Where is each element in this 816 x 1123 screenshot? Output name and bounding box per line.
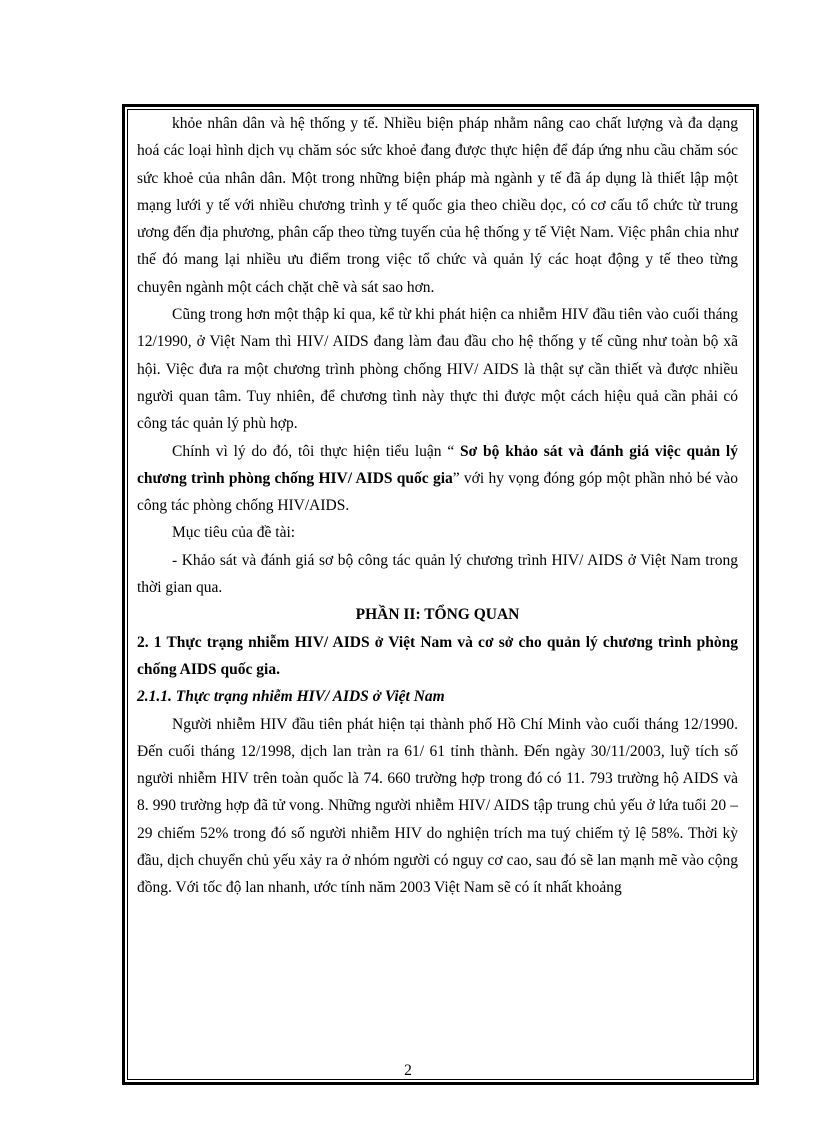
section-heading: 2. 1 Thực trạng nhiễm HIV/ AIDS ở Việt Nam và cơ sở cho quản lý chương trình phòng chống AIDS quốc gia. <box>137 633 738 678</box>
purpose-outro: ” với hy vọng đóng góp một phần nhỏ bé vào công tác phòng chống HIV/AIDS. <box>137 469 738 515</box>
paragraph-hiv-background: Cũng trong hơn một thập kỉ qua, kể từ khi phát hiện ca nhiễm HIV đầu tiên vào cuối tháng 12/1990, ở Việt Nam thì HIV/ AIDS đang làm đau đầu cho hệ thống y tế cũng như toàn bộ xã hội. Việc đưa ra một chương trình phòng chống HIV/ AIDS là thật sự cần thiết và được nhiều người quan tâm. Tuy nhiên, để chương tình này thực thi được một cách hiệu quả cần phải có công tác quản lý phù hợp. <box>137 306 738 433</box>
paragraph-objective-item: - Khảo sát và đánh giá sơ bộ công tác quản lý chương trình HIV/ AIDS ở Việt Nam trong thời gian qua. <box>137 551 738 597</box>
paragraph-thesis-purpose <box>137 438 738 520</box>
document-body <box>137 110 738 902</box>
subsection-heading: 2.1.1. Thực trạng nhiễm HIV/ AIDS ở Việt Nam <box>137 688 445 706</box>
paragraph-health-system: khỏe nhân dân và hệ thống y tế. Nhiều biện pháp nhằm nâng cao chất lượng và đa dạng hoá các loại hình dịch vụ chăm sóc sức khoẻ đang được thực hiện để đáp ứng nhu cầu chăm sóc sức khoẻ của nhân dân. Một trong những biện pháp mà ngành y tế đã áp dụng là thiết lập một mạng lưới y tế với nhiều chương trình y tế quốc gia theo chiều dọc, có cơ cấu tổ chức từ trung ương đến địa phương, phân cấp theo từng tuyến của hệ thống y tế Việt Nam. Việc phân chia như thế đó mang lại nhiều ưu điểm trong việc tổ chức và quản lý các hoạt động y tế theo từng chuyên ngành một cách chặt chẽ và sát sao hơn. <box>137 115 738 296</box>
paragraph-objectives-label: Mục tiêu của đề tài: <box>172 524 296 542</box>
paragraph-hiv-statistics: Người nhiễm HIV đầu tiên phát hiện tại thành phố Hồ Chí Minh vào cuối tháng 12/1990. Đến cuối tháng 12/1998, dịch lan tràn ra 61/ 61 tỉnh thành. Đến ngày 30/11/2003, luỹ tích số người nhiễm HIV trên toàn quốc là 74. 660 trường hợp trong đó có 11. 793 trường hộ AIDS và 8. 990 trường hợp đã tử vong. Những người nhiễm HIV/ AIDS tập trung chủ yếu ở lứa tuổi 20 – 29 chiếm 52% trong đó số người nhiễm HIV do nghiện trích ma tuý chiếm tỷ lệ 58%. Thời kỳ đầu, dịch chuyển chủ yếu xảy ra ở nhóm người có nguy cơ cao, sau đó sẽ lan mạnh mẽ vào cộng đồng. Với tốc độ lan nhanh, ước tính năm 2003 Việt Nam sẽ có ít nhất khoảng <box>137 715 738 897</box>
page-number: 2 <box>404 1062 412 1079</box>
purpose-intro: Chính vì lý do đó, tôi thực hiện tiểu luận “ <box>172 442 461 460</box>
thesis-title: Sơ bộ khảo sát và đánh giá việc quản lý chương trình phòng chống HIV/ AIDS quốc gia <box>137 442 738 487</box>
part-heading: PHẦN II: TỔNG QUAN <box>355 606 520 624</box>
